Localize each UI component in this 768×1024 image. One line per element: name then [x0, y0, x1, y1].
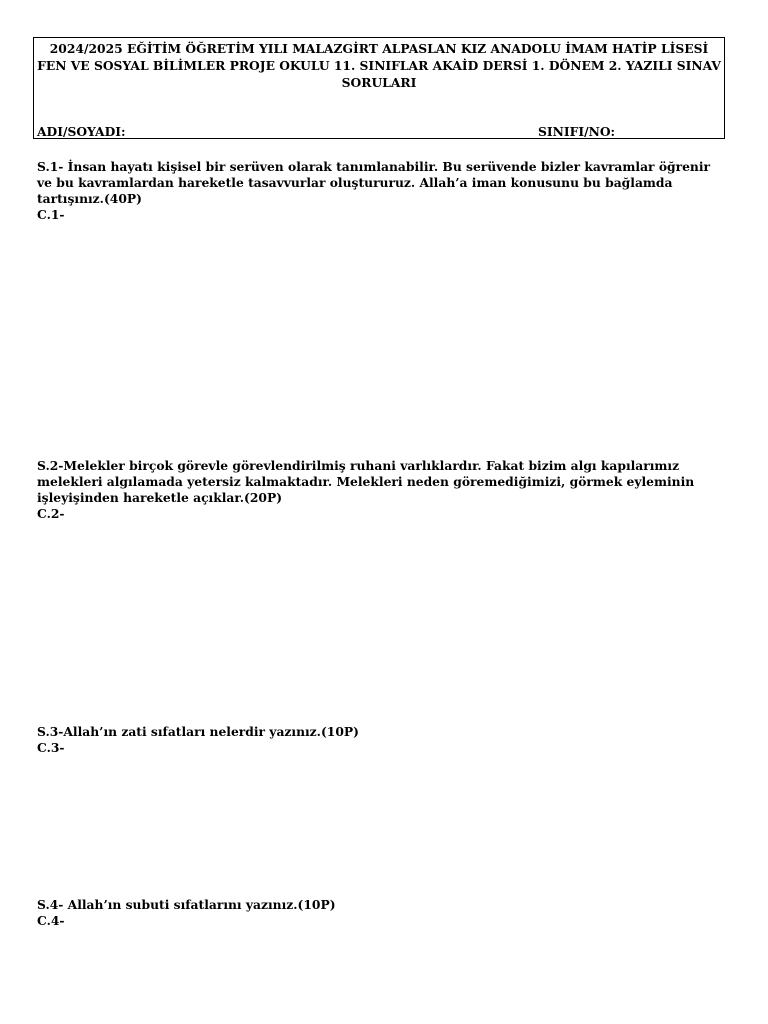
exam-title-line-3: SORULARI: [341, 75, 417, 90]
question-4: [37, 897, 727, 929]
exam-title-line-2: FEN VE SOSYAL BİLİMLER PROJE OKULU 11. SINIFLAR AKAİD DERSİ 1. DÖNEM 2. YAZILI SINAV: [37, 58, 721, 73]
exam-title-line-1: 2024/2025 EĞİTİM ÖĞRETİM YILI MALAZGİRT ALPASLAN KIZ ANADOLU İMAM HATİP LİSESİ: [49, 41, 709, 56]
answer-2-label: C.2-: [37, 506, 65, 521]
question-2: [37, 458, 727, 522]
answer-1-label: C.1-: [37, 207, 65, 222]
question-3: [37, 724, 727, 756]
student-name-label: ADI/SOYADI:: [37, 124, 126, 139]
question-1: [37, 159, 727, 223]
answer-4-label: C.4-: [37, 913, 65, 928]
question-4-text: S.4- Allah’ın subuti sıfatlarını yazınız.(10P): [37, 897, 336, 912]
exam-title: [34, 40, 724, 91]
student-class-number-label: SINIFI/NO:: [538, 124, 616, 139]
answer-3-label: C.3-: [37, 740, 65, 755]
question-2-text: S.2-Melekler birçok görevle görevlendirilmiş ruhani varlıklardır. Fakat bizim algı kapılarımız melekleri algılamada yetersiz kalmaktadır. Melekleri neden göremediğimizi, görmek eyleminin işleyişinden hareketle açıklar.(20P): [37, 458, 695, 505]
exam-header-box: [33, 37, 725, 139]
question-3-text: S.3-Allah’ın zati sıfatları nelerdir yazınız.(10P): [37, 724, 359, 739]
question-1-text: S.1- İnsan hayatı kişisel bir serüven olarak tanımlanabilir. Bu serüvende bizler kavramlar öğrenir ve bu kavramlardan hareketle tasavvurlar oluştururuz. Allah’a iman konusunu bu bağlamda tartışınız.(40P): [37, 159, 711, 206]
